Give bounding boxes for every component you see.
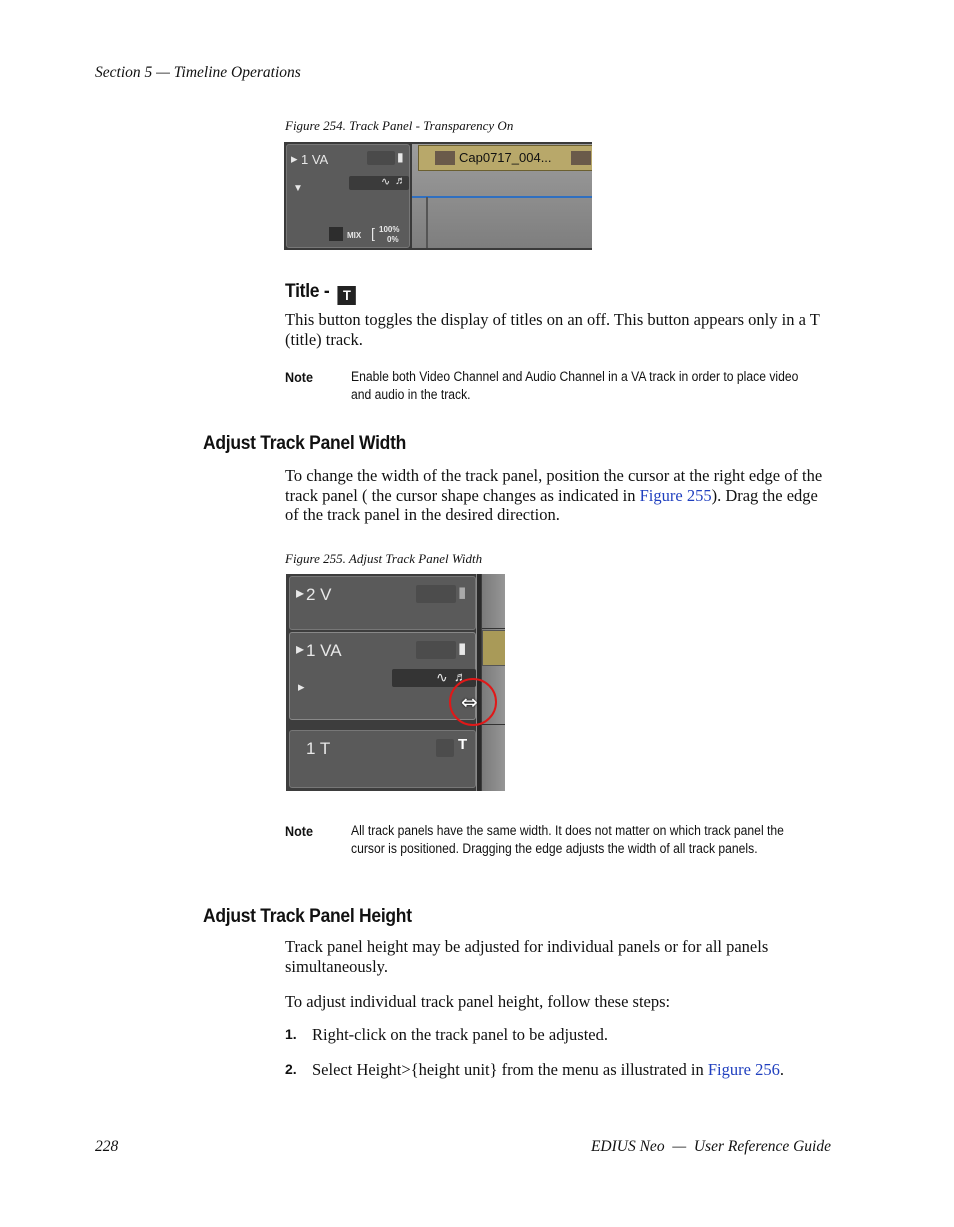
mix-low-value: 0%: [387, 235, 399, 244]
track-panel-1va[interactable]: [289, 632, 476, 720]
track-1va-sub-expand-icon[interactable]: ▸: [298, 679, 305, 694]
video-channel-icon[interactable]: ▮: [397, 150, 404, 164]
note-1-text: Enable both Video Channel and Audio Channel in a VA track in order to place video and audio in the track.: [351, 369, 799, 402]
track-1va-expand-icon[interactable]: ▸: [296, 641, 305, 658]
step-2: [285, 1061, 845, 1079]
mix-label: MIX: [347, 231, 362, 240]
track-expand-icon[interactable]: ▸: [291, 151, 298, 166]
track-2v-expand-icon[interactable]: ▸: [296, 585, 305, 602]
track-2v-lock-icon[interactable]: [416, 585, 456, 603]
clip-name: Cap0717_004...: [459, 150, 552, 165]
track-2v-video-icon[interactable]: ▮: [458, 584, 467, 601]
timeline-clip[interactable]: [482, 630, 505, 666]
speaker-icon: ♬: [454, 669, 467, 684]
title-description: This button toggles the display of titles on an off. This button appears only in a T (title) track.: [285, 310, 820, 349]
width-section-body: [285, 466, 830, 525]
waveform-icon: ∿: [381, 176, 391, 188]
transparency-line[interactable]: [412, 196, 592, 198]
track-panel-1t[interactable]: [289, 730, 476, 788]
video-clip[interactable]: [418, 145, 592, 171]
timeline-divider-2: [482, 724, 505, 725]
speaker-icon: ♬: [395, 175, 406, 187]
width-body-post: ). Drag the edge of the track panel in the desired direction.: [285, 485, 818, 524]
mix-toggle-icon[interactable]: [329, 227, 343, 241]
note-1-label: Note: [285, 369, 314, 385]
clip-thumbnail-end: [571, 151, 591, 165]
width-body-pre: To change the width of the track panel, position the cursor at the right edge of the track panel ( the cursor shape changes as indicated in: [285, 466, 823, 505]
step-1: [285, 1026, 845, 1044]
resize-cursor-icon: ⇔: [461, 690, 478, 714]
step-1-number: 1.: [285, 1026, 297, 1042]
width-section-heading: Adjust Track Panel Width: [203, 433, 407, 454]
note-2-label: Note: [285, 823, 314, 839]
figure-256-link[interactable]: Figure 256: [707, 1060, 780, 1079]
mix-bracket: [: [371, 225, 375, 241]
height-section-heading: Adjust Track Panel Height: [203, 906, 412, 927]
page-number: 228: [95, 1138, 119, 1155]
height-body-2: To adjust individual track panel height, follow these steps:: [285, 992, 671, 1011]
track-name: 1 VA: [301, 152, 329, 167]
figure-255-caption: Figure 255. Adjust Track Panel Width: [285, 551, 483, 566]
figure-254-screenshot: [284, 142, 592, 250]
step-2-text: [312, 1060, 784, 1080]
step-2-number: 2.: [285, 1061, 297, 1077]
track-panel-2v[interactable]: [289, 576, 476, 630]
track-1t-name: 1 T: [306, 739, 331, 758]
guide-title: EDIUS Neo — User Reference Guide: [590, 1138, 831, 1155]
height-body-1: Track panel height may be adjusted for individual panels or for all panels simultaneously.: [285, 937, 769, 976]
step-2-text-post: .: [779, 1060, 784, 1079]
track-panel[interactable]: [286, 144, 410, 248]
timeline-track-area[interactable]: [412, 144, 592, 248]
figure-254-caption: Figure 254. Track Panel - Transparency On: [285, 118, 514, 133]
step-1-text: Right-click on the track panel to be adjusted.: [312, 1025, 608, 1044]
mix-high-value: 100%: [379, 225, 400, 234]
track-1va-video-icon[interactable]: ▮: [458, 640, 467, 657]
title-t-icon: T: [338, 286, 356, 305]
figure-255-screenshot: [286, 574, 505, 791]
note-2-text: All track panels have the same width. It does not matter on which track panel the cursor is positioned. Dragging the edge adjusts the width of all track panels.: [351, 823, 784, 856]
expand-arrow-icon[interactable]: ▼: [293, 183, 303, 194]
figure-255-link[interactable]: Figure 255: [639, 485, 712, 505]
track-1t-title-icon[interactable]: T: [458, 736, 468, 753]
title-heading-text: Title -: [285, 281, 334, 302]
track-2v-name: 2 V: [306, 585, 332, 604]
clip-divider: [426, 197, 428, 248]
running-header: Section 5 — Timeline Operations: [95, 64, 301, 81]
track-1t-lock-icon[interactable]: [436, 739, 454, 757]
track-1va-lock-icon[interactable]: [416, 641, 456, 659]
audio-channel-bar[interactable]: [349, 176, 409, 190]
clip-thumbnail-start: [435, 151, 455, 165]
waveform-icon: ∿: [436, 669, 448, 685]
step-2-text-pre: Select Height>{height unit} from the menu as illustrated in: [312, 1060, 708, 1079]
lock-icon[interactable]: [367, 151, 395, 165]
track-1va-name: 1 VA: [306, 641, 342, 660]
title-heading: [285, 281, 356, 305]
timeline-divider-1: [482, 628, 505, 629]
